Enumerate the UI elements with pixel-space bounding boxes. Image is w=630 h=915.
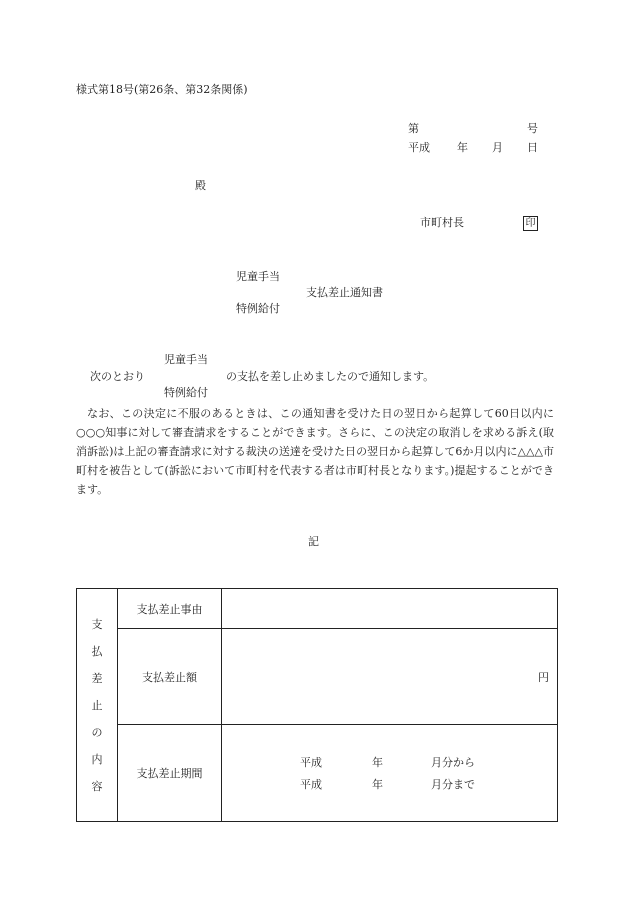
side-label-char: 差 (91, 671, 103, 685)
form-header: 様式第18号(第26条、第32条関係) (76, 83, 248, 96)
period-to-year: 年 (372, 778, 383, 791)
period-to-month: 月分まで (431, 778, 475, 791)
period-label: 支払差止期間 (118, 725, 222, 822)
notice-lead: 次のとおり (90, 370, 145, 383)
title-line-child-allowance: 児童手当 (236, 270, 280, 283)
notice-tail: の支払を差し止めましたので通知します。 (226, 370, 435, 383)
detail-table (76, 588, 558, 822)
side-label-char: 止 (91, 698, 103, 712)
period-from-month: 月分から (431, 756, 475, 769)
side-label-char: 支 (91, 617, 103, 631)
amount-value-field[interactable] (222, 629, 558, 725)
document-title: 支払差止通知書 (306, 286, 383, 299)
title-line-special-benefit: 特例給付 (236, 302, 280, 315)
notice-lower-term: 特例給付 (164, 386, 208, 399)
period-from-era: 平成 (300, 756, 322, 769)
period-to-line (222, 773, 557, 795)
period-to-era: 平成 (300, 778, 322, 791)
reason-label: 支払差止事由 (118, 589, 222, 629)
amount-label: 支払差止額 (118, 629, 222, 725)
ki-heading: 記 (308, 535, 319, 548)
addressee-honorific: 殿 (195, 179, 206, 192)
side-label-char: の (91, 725, 103, 739)
date-day: 日 (527, 141, 538, 154)
doc-number-prefix: 第 (408, 122, 419, 135)
date-year: 年 (457, 141, 468, 154)
doc-number-suffix: 号 (527, 122, 538, 135)
appeal-paragraph: なお、この決定に不服のあるときは、この通知書を受けた日の翌日から起算して60日以内に○○○知事に対して審査請求をすることができます。さらに、この決定の取消しを求める訴え(取消訴訟)は上記の審査請求に対する裁決の送達を受けた日の翌日から起算して6か月以内に△△△市町村を被告として(訴訟において市町村を代表する者は市町村長となります。)提起することができます。 (76, 407, 554, 496)
notice-upper-term: 児童手当 (164, 353, 208, 366)
period-from-line (222, 751, 557, 773)
reason-value-field[interactable] (222, 589, 558, 629)
date-month: 月 (492, 141, 503, 154)
side-label-char: 容 (91, 779, 103, 793)
period-from-year: 年 (372, 756, 383, 769)
seal-mark: 印 (523, 216, 538, 231)
issuer-title: 市町村長 (420, 216, 464, 229)
yen-unit: 円 (538, 670, 549, 684)
side-label-payment-suspension-details (77, 589, 118, 822)
side-label-char: 内 (91, 752, 103, 766)
date-era: 平成 (408, 141, 430, 154)
period-value-field[interactable] (222, 725, 558, 822)
side-label-char: 払 (91, 644, 103, 658)
